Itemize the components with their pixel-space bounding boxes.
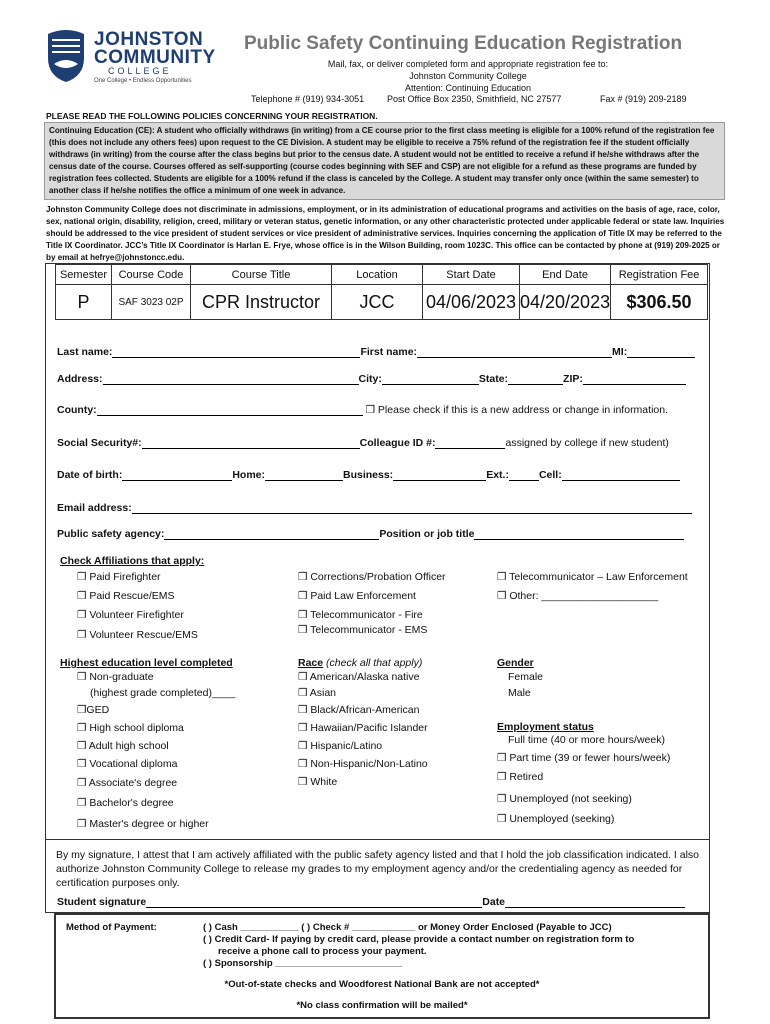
zip-label: ZIP: [563, 373, 583, 385]
race-heading-row [298, 657, 422, 669]
value-location: JCC [332, 285, 423, 320]
ssn-row [57, 437, 669, 449]
mi-input[interactable] [627, 346, 695, 358]
state-label: State: [478, 373, 509, 385]
last-name-input[interactable] [112, 346, 360, 358]
employment-full-time[interactable]: Full time (40 or more hours/week) [508, 734, 665, 746]
attestation-statement: By my signature, I attest that I am actively affiliated with the public safety agency listed and that I hold the job classification indicated. I also authorize Johnston Community College to release my grades to my employment agency and/or the credentialing agency as needed for certification purposes only. [56, 849, 699, 889]
employment-part-time[interactable]: ❒ Part time (39 or fewer hours/week) [497, 752, 671, 764]
affiliation-telecom-fire[interactable]: ❒ Telecommunicator - Fire [298, 609, 423, 621]
email-label: Email address: [57, 502, 132, 514]
race-black[interactable]: ❒ Black/African-American [298, 704, 420, 716]
position-input[interactable] [474, 528, 684, 540]
edu-adult-high-school[interactable]: ❒ Adult high school [77, 740, 169, 752]
county-label: County: [57, 404, 97, 416]
mailing-address: Post Office Box 2350, Smithfield, NC 27577 [387, 94, 562, 104]
gender-heading: Gender [497, 657, 534, 669]
race-hawaiian[interactable]: ❒ Hawaiian/Pacific Islander [298, 722, 428, 734]
race-white[interactable]: ❒ White [298, 776, 338, 788]
value-registration-fee: $306.50 [611, 285, 708, 320]
email-input[interactable] [132, 502, 692, 514]
payment-cash-check[interactable]: ( ) Cash ___________ ( ) Check # ____________ or Money Order Enclosed (Payable to JCC) [203, 922, 612, 933]
date-input[interactable] [505, 896, 685, 908]
payment-box [54, 913, 710, 1019]
address-input[interactable] [103, 373, 359, 385]
mail-attention: Attention: Continuing Education [404, 83, 532, 93]
race-note: (check all that apply) [326, 657, 423, 669]
edu-highest-grade[interactable]: (highest grade completed)____ [90, 687, 236, 699]
edu-master[interactable]: ❒ Master's degree or higher [77, 818, 209, 830]
edu-ged[interactable]: ❒GED [77, 704, 110, 716]
employment-retired[interactable]: ❒ Retired [497, 771, 544, 783]
affiliation-corrections[interactable]: ❒ Corrections/Probation Officer [298, 571, 446, 583]
colleague-id-label: Colleague ID #: [359, 437, 436, 449]
affiliation-telecom-ems[interactable]: ❒ Telecommunicator - EMS [298, 624, 428, 636]
ext-label: Ext.: [486, 469, 509, 481]
cell-label: Cell: [538, 469, 562, 481]
race-asian[interactable]: ❒ Asian [298, 687, 337, 699]
county-input[interactable] [97, 404, 363, 416]
edu-bachelor[interactable]: ❒ Bachelor's degree [77, 797, 174, 809]
fax-number: Fax # (919) 209-2189 [600, 94, 687, 104]
signature-row [57, 896, 685, 908]
course-table [55, 264, 708, 320]
business-phone-label: Business: [343, 469, 394, 481]
affiliation-paid-rescue[interactable]: ❒ Paid Rescue/EMS [77, 590, 175, 602]
address-row [57, 373, 686, 385]
payment-note-confirmation: *No class confirmation will be mailed* [296, 1000, 468, 1011]
mail-instruction: Mail, fax, or deliver completed form and appropriate registration fee to: [327, 59, 609, 69]
value-start-date: 04/06/2023 [423, 285, 520, 320]
mail-college: Johnston Community College [409, 71, 527, 81]
first-name-label: First name: [360, 346, 418, 358]
gender-female[interactable]: Female [508, 671, 544, 683]
header-registration-fee: Registration Fee [611, 265, 708, 285]
colleague-id-note: assigned by college if new student) [505, 437, 669, 449]
value-semester: P [56, 285, 112, 320]
page-title: Public Safety Continuing Education Registration [244, 33, 683, 54]
business-phone-input[interactable] [393, 469, 486, 481]
payment-credit-card[interactable]: ( ) Credit Card- If paying by credit card, please provide a contact number on registration form to [203, 934, 635, 945]
logo-tagline: One College • Endless Opportunities [94, 78, 192, 84]
mi-label: MI: [612, 346, 628, 358]
education-heading: Highest education level completed [60, 657, 233, 669]
affiliation-other[interactable]: ❒ Other: ____________________ [497, 590, 659, 602]
last-name-label: Last name: [57, 346, 113, 358]
email-row [57, 502, 692, 514]
city-input[interactable] [382, 373, 479, 385]
home-phone-input[interactable] [265, 469, 343, 481]
colleague-id-input[interactable] [435, 437, 505, 449]
signature-input[interactable] [146, 896, 482, 908]
first-name-input[interactable] [417, 346, 612, 358]
value-course-title: CPR Instructor [191, 285, 332, 320]
policy-heading: PLEASE READ THE FOLLOWING POLICIES CONCERNING YOUR REGISTRATION. [46, 111, 378, 121]
college-emblem-icon [44, 28, 88, 84]
dob-label: Date of birth: [57, 469, 123, 481]
nondiscrimination-statement: Johnston Community College does not discriminate in admissions, employment, or in its administration of educational programs and activities on the basis of age, race, color, sex, national origin, disability, religion, creed, military or veteran status, genetic information, or any other characteristic protected under applicable federal or state law. Inquiries should be addressed to the vice president of student services or vice president of administrative services. Inquiries concerning the application of Title IX may be referred to the Title IX Coordinator. JCC’s Title IX Coordinator is Harlan E. Frye, whose office is in the Wilson Building, room 1023C. This office can be contacted by phone at (919) 209-2025 or by email at hefrye@johnstoncc.edu. [46, 205, 725, 262]
affiliations-heading: Check Affiliations that apply: [60, 555, 205, 567]
affiliation-volunteer-rescue[interactable]: ❒ Volunteer Rescue/EMS [77, 629, 198, 641]
state-input[interactable] [508, 373, 563, 385]
header-semester: Semester [56, 265, 112, 285]
telephone: Telephone # (919) 934-3051 [251, 94, 365, 104]
header-course-title: Course Title [191, 265, 332, 285]
signature-label: Student signature [57, 896, 147, 908]
ssn-label: Social Security#: [57, 437, 142, 449]
dob-row [57, 469, 680, 481]
affiliation-paid-firefighter[interactable]: ❒ Paid Firefighter [77, 571, 161, 583]
edu-high-school[interactable]: ❒ High school diploma [77, 722, 184, 734]
ext-input[interactable] [509, 469, 539, 481]
section-divider [45, 839, 710, 840]
payment-method-label: Method of Payment: [66, 922, 157, 933]
payment-credit-card-note: receive a phone call to process your payment. [218, 946, 427, 957]
agency-row [57, 528, 684, 540]
header-course-code: Course Code [112, 265, 191, 285]
ssn-input[interactable] [142, 437, 360, 449]
race-hispanic[interactable]: ❒ Hispanic/Latino [298, 740, 383, 752]
header-end-date: End Date [520, 265, 611, 285]
cell-input[interactable] [562, 469, 680, 481]
edu-non-graduate[interactable]: ❒ Non-graduate [77, 671, 154, 683]
race-heading: Race [298, 657, 324, 669]
logo-name-line1: JOHNSTON [94, 29, 204, 50]
edu-associate[interactable]: ❒ Associate's degree [77, 777, 178, 789]
employment-unemployed-seeking[interactable]: ❒ Unemployed (seeking) [497, 813, 615, 825]
header-start-date: Start Date [423, 265, 520, 285]
agency-input[interactable] [164, 528, 379, 540]
dob-input[interactable] [122, 469, 232, 481]
affiliation-volunteer-firefighter[interactable]: ❒ Volunteer Firefighter [77, 609, 184, 621]
race-american-alaska[interactable]: ❒ American/Alaska native [298, 671, 420, 683]
logo-name-line2: COMMUNITY [94, 47, 216, 68]
agency-label: Public safety agency: [57, 528, 165, 540]
county-row [57, 404, 668, 416]
address-label: Address: [57, 373, 103, 385]
gender-male[interactable]: Male [508, 687, 531, 699]
affiliation-paid-law[interactable]: ❒ Paid Law Enforcement [298, 590, 416, 602]
payment-note-checks: *Out-of-state checks and Woodforest National Bank are not accepted* [224, 979, 540, 990]
college-logo [44, 26, 216, 88]
last-name-row [57, 346, 695, 358]
value-course-code: SAF 3023 02P [112, 285, 191, 320]
payment-sponsorship[interactable]: ( ) Sponsorship ________________________ [203, 958, 403, 969]
value-end-date: 04/20/2023 [520, 285, 611, 320]
position-label: Position or job title [379, 528, 475, 540]
affiliation-telecom-law[interactable]: ❒ Telecommunicator – Law Enforcement [497, 571, 688, 583]
edu-vocational[interactable]: ❒ Vocational diploma [77, 758, 178, 770]
employment-unemployed-not-seeking[interactable]: ❒ Unemployed (not seeking) [497, 793, 632, 805]
home-phone-label: Home: [232, 469, 265, 481]
employment-heading: Employment status [497, 721, 594, 733]
date-label: Date [482, 896, 506, 908]
race-non-hispanic[interactable]: ❒ Non-Hispanic/Non-Latino [298, 758, 428, 770]
header-location: Location [332, 265, 423, 285]
zip-input[interactable] [583, 373, 686, 385]
logo-name-line3: COLLEGE [108, 66, 172, 76]
refund-policy: Continuing Education (CE): A student who officially withdraws (in writing) from a CE course prior to the first class meeting is eligible for a 100% refund of the registration fee (this does not include any others fees) upon request to the CE Division. A student may be eligible to receive a 75% refund of the registration fee if the student officially withdraws (in writing) from the course after the class begins but prior to the census date. A student would not be entitled to receive a refund if he/she withdraws after the census date of the course. Courses offered as self-supporting (course codes beginning with SEF and CSP) are not eligible for a refund as these programs are funded by registration fees collected. Students are eligible for a 100% refund if the class is canceled by the College. A student may transfer only once (within the same semester) to another class if he/she notifies the office a minimum of one week in advance. [44, 122, 725, 200]
address-change-checkbox[interactable]: ❒ Please check if this is a new address or change in information. [365, 404, 668, 416]
city-label: City: [358, 373, 382, 385]
